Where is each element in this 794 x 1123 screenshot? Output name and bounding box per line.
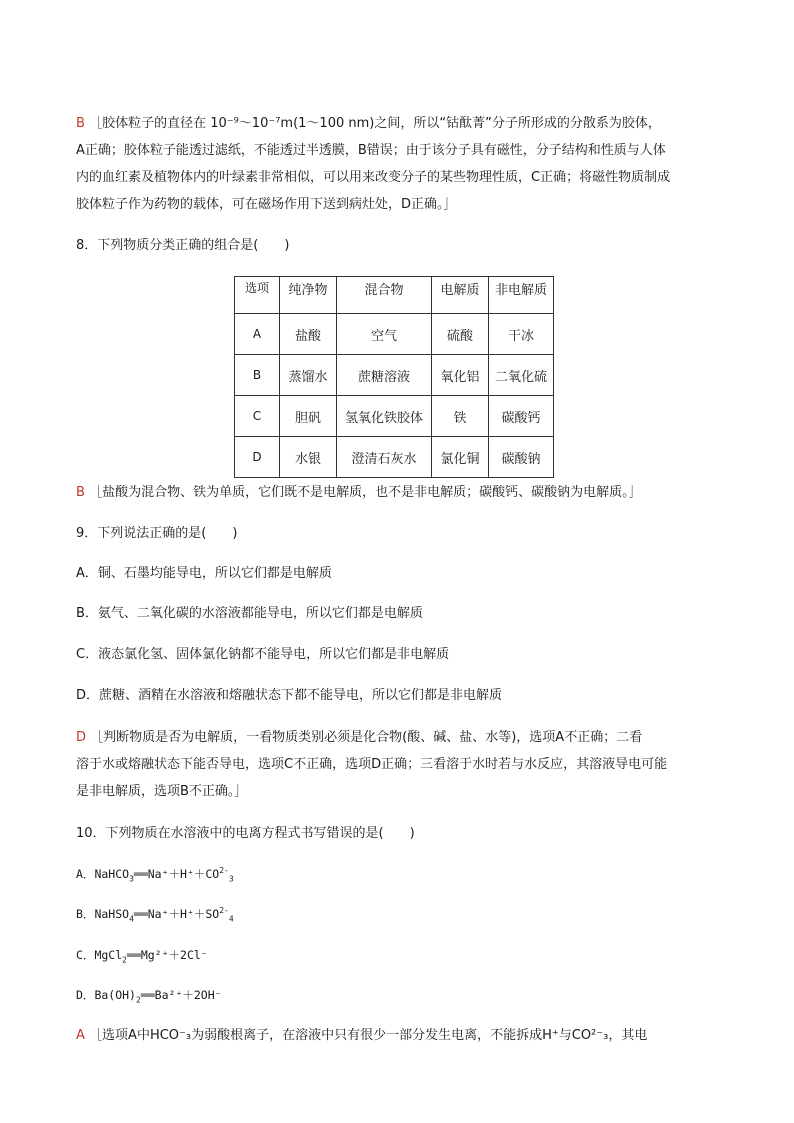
q9-answer-text-1: ［判断物质是否为电解质，一看物质类别必须是化合物(酸、碱、盐、水等)，选项A不正确；二看: [90, 730, 643, 745]
table-cell: D: [235, 437, 280, 478]
table-row: [235, 396, 554, 437]
equals-sign: ══: [140, 988, 155, 1002]
equals-sign: ══: [126, 948, 141, 962]
table-row: [235, 314, 554, 355]
q9-option-c: C．液态氯化氢、固体氯化钠都不能导电，所以它们都是非电解质: [76, 647, 450, 662]
q8-answer-letter: B: [76, 485, 85, 500]
q10-option-a-lhs: NaHCO: [94, 867, 130, 881]
header-non-electrolyte: 非电解质: [489, 277, 554, 314]
q10-option-d-rhs: Ba²⁺＋2OH⁻: [154, 988, 222, 1002]
table-row: [235, 355, 554, 396]
header-option: 选项: [235, 277, 280, 314]
table-cell: 硫酸: [432, 314, 489, 355]
table-cell: 空气: [337, 314, 432, 355]
table-row: [235, 437, 554, 478]
table-cell: 胆矾: [280, 396, 337, 437]
q10-option-a-lhs-sub: 3: [129, 874, 134, 882]
q10-option-d: [76, 987, 726, 1003]
q10-option-b-label: B．: [76, 907, 95, 921]
q10-option-c-label: C．: [76, 948, 95, 962]
table-cell: 水银: [280, 437, 337, 478]
table-cell: 澄清石灰水: [337, 437, 432, 478]
q10-option-a-rhs-sup: 2-: [219, 866, 229, 876]
q10-option-c-lhs-sub: 2: [122, 955, 127, 963]
q10-option-a-label: A．: [76, 867, 95, 881]
q10-option-b-lhs: NaHSO: [94, 907, 130, 921]
q10-option-c: [76, 947, 726, 963]
q7-answer-line-3: 内的血红素及植物体内的叶绿素非常相似，可以用来改变分子的某些物理性质，C正确；将磁性物质制成: [76, 170, 671, 185]
q10-question: 10．下列物质在水溶液中的电离方程式书写错误的是( ): [76, 826, 415, 841]
q7-answer-line-4: 胶体粒子作为药物的载体，可在磁场作用下送到病灶处，D正确。］: [76, 197, 457, 212]
q9-option-a: A．铜、石墨均能导电，所以它们都是电解质: [76, 566, 332, 581]
q10-option-c-lhs: MgCl: [94, 948, 123, 962]
equals-sign: ══: [133, 867, 148, 881]
q10-answer: [76, 1028, 726, 1044]
table-cell: 蒸馏水: [280, 355, 337, 396]
q7-answer-line-2: A正确；胶体粒子能透过滤纸，不能透过半透膜，B错误；由于该分子具有磁性，分子结构和性质与人体: [76, 143, 666, 158]
q10-answer-letter: A: [76, 1028, 85, 1043]
q9-option-b: B．氨气、二氧化碳的水溶液都能导电，所以它们都是电解质: [76, 606, 423, 621]
table-cell: 干冰: [489, 314, 554, 355]
q10-option-d-lhs-sub: 2: [135, 995, 141, 1003]
q7-answer-text-1: ［胶体粒子的直径在 10⁻⁹～10⁻⁷m(1～100 nm)之间，所以“钴酞菁”分子所形成的分散系为胶体，: [89, 116, 661, 131]
table-cell: 铁: [432, 396, 489, 437]
q8-classification-table: [234, 276, 554, 478]
q10-option-a-rhs: Na⁺＋H⁺＋CO: [147, 867, 220, 881]
q9-question: 9．下列说法正确的是( ): [76, 526, 238, 541]
table-cell: C: [235, 396, 280, 437]
q8-answer: [76, 485, 726, 501]
q10-answer-text: ［选项A中HCO⁻₃为弱酸根离子，在溶液中只有很少一部分发生电离，不能拆成H⁺与CO²⁻₃，其电: [89, 1028, 648, 1043]
q10-option-b-lhs-sub: 4: [129, 914, 134, 922]
q9-answer-line-3: 是非电解质，选项B不正确。］: [76, 784, 248, 799]
q10-option-a: [76, 866, 726, 882]
table-cell: 蔗糖溶液: [337, 355, 432, 396]
q8-answer-text: ［盐酸为混合物、铁为单质，它们既不是电解质，也不是非电解质；碳酸钙、碳酸钠为电解质。］: [89, 485, 642, 500]
q9-answer-line-2: 溶于水或熔融状态下能否导电，选项C不正确，选项D正确；三看溶于水时若与水反应，其溶液导电可能: [76, 757, 668, 772]
table-cell: 氢氧化铁胶体: [337, 396, 432, 437]
table-cell: A: [235, 314, 280, 355]
header-electrolyte: 电解质: [432, 277, 489, 314]
q9-answer-line-1: [76, 730, 726, 746]
table-cell: 二氧化硫: [489, 355, 554, 396]
q9-answer-letter: D: [76, 730, 87, 745]
header-mixture: 混合物: [337, 277, 432, 314]
q10-option-b-rhs-sup: 2-: [219, 906, 229, 916]
q7-answer-line-1: [76, 116, 726, 132]
table-cell: B: [235, 355, 280, 396]
q8-question: 8．下列物质分类正确的组合是( ): [76, 238, 290, 253]
equals-sign: ══: [133, 907, 148, 921]
q10-option-c-rhs: Mg²⁺＋2Cl⁻: [140, 948, 208, 962]
table-cell: 氧化铝: [432, 355, 489, 396]
table-cell: 碳酸钠: [489, 437, 554, 478]
q10-option-b-rhs-sub: 4: [228, 914, 234, 922]
q7-answer-letter: B: [76, 116, 85, 131]
table-header-row: [235, 277, 554, 314]
table-cell: 盐酸: [280, 314, 337, 355]
q10-option-a-rhs-sub: 3: [228, 874, 234, 882]
q9-option-d: D．蔗糖、酒精在水溶液和熔融状态下都不能导电，所以它们都是非电解质: [76, 688, 503, 703]
q10-option-d-lhs: Ba(OH): [94, 988, 136, 1002]
table-cell: 氯化铜: [432, 437, 489, 478]
table-cell: 碳酸钙: [489, 396, 554, 437]
header-pure-substance: 纯净物: [280, 277, 337, 314]
q10-option-d-label: D．: [76, 988, 95, 1002]
q10-option-b: [76, 906, 726, 922]
q10-option-b-rhs: Na⁺＋H⁺＋SO: [147, 907, 220, 921]
